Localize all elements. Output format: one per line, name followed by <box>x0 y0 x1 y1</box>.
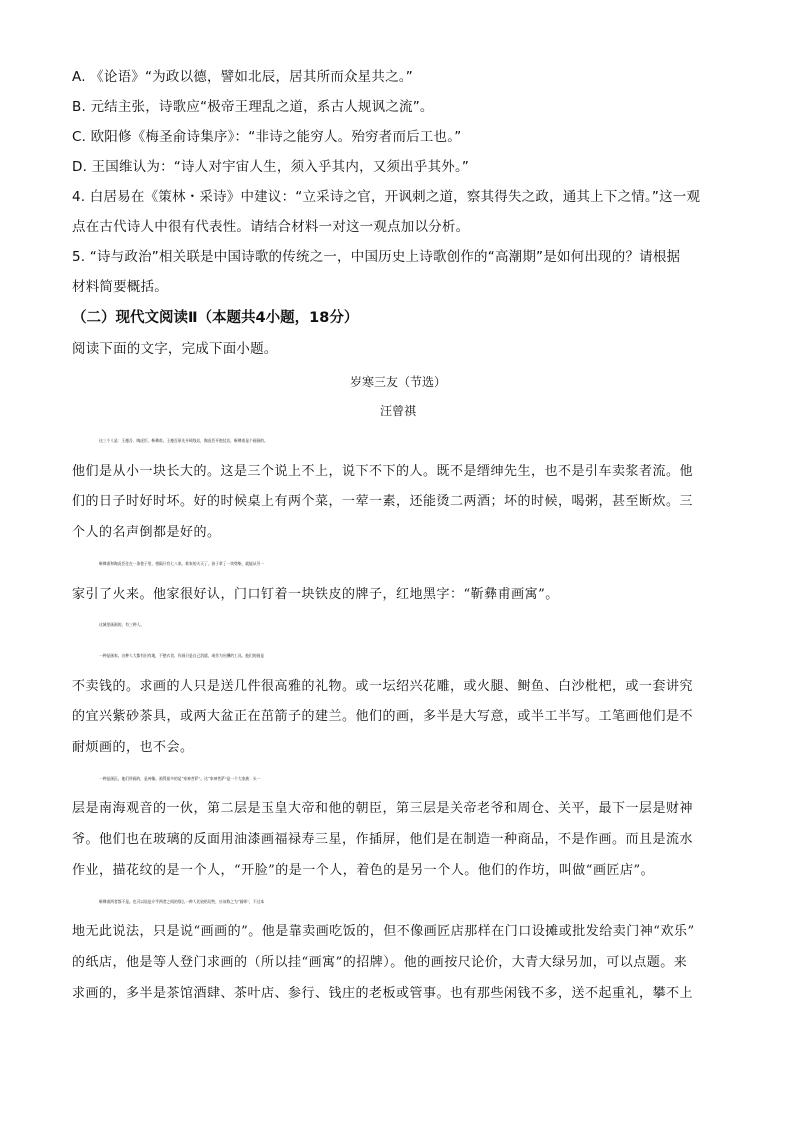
option-c: C. 欧阳修《梅圣俞诗集序》：“非诗之能穷人。殆穷者而后工也。” <box>72 129 462 145</box>
instruction: 阅读下面的文字，完成下面小题。 <box>72 341 278 357</box>
option-a: A. 《论语》“为政以德，譬如北辰，居其所而众星共之。” <box>72 69 413 85</box>
paragraph-line: 这城里画画的，有三种人。 <box>99 623 145 628</box>
paragraph-line: 家引了火来。他家很好认，门口钉着一块铁皮的牌子，红地黑字：“靳彝甫画寓”。 <box>72 586 559 602</box>
question-4 <box>72 182 724 242</box>
paragraph-line: 的宜兴紫砂茶具，或两大盆正在茁箭子的建兰。他们的画，多半是大写意，或半工半写。工笔画他们是不 <box>72 709 694 725</box>
paragraph-line: 层是南海观音的一伙，第二层是玉皇大帝和他的朝臣，第三层是关帝老爷和周仓、关平，最下一层是财神 <box>72 801 694 817</box>
article-author: 汪曾祺 <box>379 404 416 418</box>
paragraph-line: 一种是画匠。他们所画的，是神像。画得最多的是“家神菩萨”。这“家神菩萨”是一个大家族：头一 <box>99 776 261 781</box>
article-title: 岁寒三友（节选） <box>349 375 446 389</box>
paragraph-1 <box>72 426 724 549</box>
question-5-line: 材料简要概括。 <box>72 279 168 295</box>
paragraph-line: 一种是画家。这种人大都有田有地，不愁衣食，作画只是自己消遣，或作为应酬的工具。他们的画是 <box>99 653 265 658</box>
paragraph-line: 他们是从小一块长大的。这是三个说上不上，说下不下的人。既不是缙绅先生，也不是引车卖浆者流。他 <box>72 463 694 479</box>
question-4-line: 4. 白居易在《策林・采诗》中建议：“立采诗之官，开讽刺之道，察其得失之政，通其上下之情。”这一观 <box>72 189 701 205</box>
paragraph-line: 爷。他们也在玻璃的反面用油漆画福禄寿三星，作插屏，他们是在制造一种商品，不是作画。而且是流水 <box>72 832 694 848</box>
question-5 <box>72 242 724 302</box>
paragraph-line: 个人的名声倒都是好的。 <box>72 525 221 541</box>
exam-page <box>72 62 724 1009</box>
paragraph-4 <box>72 641 724 764</box>
paragraph-line: 们的日子时好时坏。好的时候桌上有两个菜，一荤一素，还能烫二两酒；坏的时候，喝粥，甚至断炊。三 <box>72 494 694 510</box>
question-4-line: 点在古代诗人中很有代表性。请结合材料一对这一观点加以分析。 <box>72 219 470 235</box>
option-d: D. 王国维认为：“诗人对宇宙人生，须入乎其内，又须出乎其外。” <box>72 159 470 175</box>
paragraph-line: 靳彝甫和陶虎臣住在一条巷子里，相隔只有七八家。谁家的火灭了，孩子拿了一块劈柴，就能从另一 <box>99 561 265 566</box>
paragraph-line: 不卖钱的。求画的人只是送几件很高雅的礼物。或一坛绍兴花雕，或火腿、鲥鱼、白沙枇杷，或一套讲究 <box>72 678 694 694</box>
paragraph-line: 耐烦画的，也不会。 <box>72 740 194 756</box>
paragraph-line: 求画的，多半是茶馆酒肆、茶叶店、参行、钱庄的老板或管事。也有那些闲钱不多，送不起重礼，攀不上 <box>72 985 694 1001</box>
option-list <box>72 62 724 182</box>
paragraph-line: 地无此说法，只是说“画画的”。他是靠卖画吃饭的，但不像画匠店那样在门口设摊或批发给卖门神“欢乐” <box>72 924 695 940</box>
paragraph-line: 靳彝甫两者都不是。也可以说是介乎两者之间的那么一种人比较贴切些，应该称之为“画师”，不过本 <box>99 899 265 904</box>
paragraph-3 <box>72 610 724 641</box>
paragraph-6 <box>72 887 724 1010</box>
paragraph-line: 的纸店，他是等人登门求画的（所以挂“画寓”的招牌）。他的画按尺论价，大青大绿另加，可以点题。来 <box>72 954 688 970</box>
paragraph-2 <box>72 549 724 610</box>
option-b: B. 元结主张，诗歌应“极帝王理乱之道，系古人规讽之流”。 <box>72 99 434 115</box>
paragraph-5 <box>72 764 724 887</box>
section-heading: （二）现代文阅读Ⅱ（本题共4小题，18分） <box>72 310 359 326</box>
paragraph-line: 这三个人是：王瘦吾、陶虎臣、靳彝甫。王瘦吾原先开绒线店，陶虎臣开炮仗店，靳彝甫是个画画的。 <box>99 439 268 443</box>
paragraph-line: 作业，描花纹的是一个人，“开脸”的是一个人，着色的是另一个人。他们的作坊，叫做“画匠店”。 <box>72 862 655 878</box>
question-5-line: 5. “诗与政治”相关联是中国诗歌的传统之一，中国历史上诗歌创作的“高潮期”是如何出现的？请根据 <box>72 249 681 265</box>
